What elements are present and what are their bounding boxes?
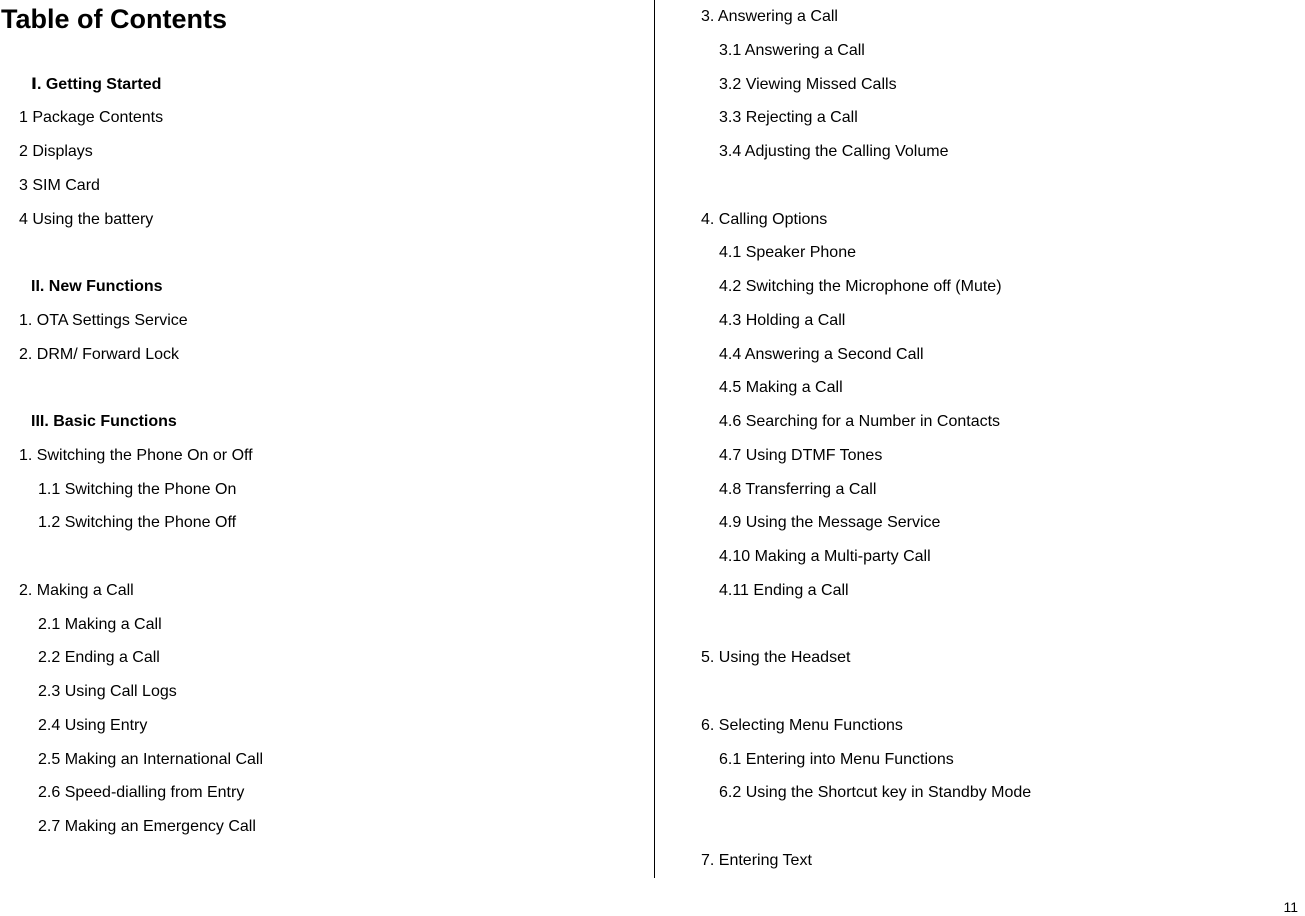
toc-entry: 4. Calling Options — [701, 210, 828, 228]
toc-entry: 2.7 Making an Emergency Call — [38, 818, 256, 835]
toc-entry: 2.3 Using Call Logs — [38, 683, 177, 700]
toc-entry: 4.8 Transferring a Call — [719, 480, 877, 498]
toc-entry: 7. Entering Text — [701, 851, 812, 869]
toc-entry: 2.5 Making an International Call — [38, 750, 264, 768]
toc-section-heading: II. New Functions — [31, 278, 163, 295]
toc-entry: 1. OTA Settings Service — [19, 311, 188, 329]
toc-entry: 2 Displays — [19, 143, 93, 160]
toc-section-heading: Ⅰ. Getting Started — [31, 75, 162, 93]
toc-entry: 2. DRM/ Forward Lock — [19, 345, 180, 363]
toc-entry: 3.2 Viewing Missed Calls — [719, 75, 897, 93]
toc-entry: 4.1 Speaker Phone — [719, 244, 856, 262]
toc-entry: 4.7 Using DTMF Tones — [719, 446, 883, 464]
toc-entry: 6. Selecting Menu Functions — [701, 716, 903, 734]
toc-entry: 2.6 Speed-dialling from Entry — [38, 784, 245, 802]
toc-entry: 1.1 Switching the Phone On — [38, 480, 237, 498]
toc-entry: 4.4 Answering a Second Call — [719, 345, 924, 363]
toc-entry: 2. Making a Call — [19, 581, 134, 599]
toc-entry: 4.2 Switching the Microphone off (Mute) — [719, 278, 1002, 295]
page-number: 11 — [1283, 899, 1298, 915]
toc-entry: 4.9 Using the Message Service — [719, 514, 941, 532]
toc-entry: 3.1 Answering a Call — [719, 41, 865, 59]
toc-section-heading: III. Basic Functions — [31, 413, 177, 430]
toc-entry: 6.2 Using the Shortcut key in Standby Mode — [719, 784, 1032, 802]
toc-entry: 3.3 Rejecting a Call — [719, 109, 858, 127]
toc-entry: 3. Answering a Call — [701, 8, 838, 25]
toc-entry: 2.4 Using Entry — [38, 716, 148, 734]
column-divider — [654, 0, 655, 878]
toc-entry: 1.2 Switching the Phone Off — [38, 514, 237, 532]
toc-entry: 3.4 Adjusting the Calling Volume — [719, 143, 949, 160]
toc-entry: 4.10 Making a Multi-party Call — [719, 548, 931, 565]
toc-entry: 6.1 Entering into Menu Functions — [719, 750, 954, 768]
toc-entry: 4.11 Ending a Call — [719, 581, 849, 599]
toc-entry: 5. Using the Headset — [701, 649, 851, 667]
toc-entry: 1. Switching the Phone On or Off — [19, 446, 253, 464]
toc-entry: 1 Package Contents — [19, 109, 164, 127]
toc-entry: 4.6 Searching for a Number in Contacts — [719, 413, 1001, 430]
toc-entry: 2.1 Making a Call — [38, 615, 162, 633]
toc-entry: 3 SIM Card — [19, 176, 100, 194]
toc-entry: 4.5 Making a Call — [719, 379, 843, 397]
toc-entry: 2.2 Ending a Call — [38, 649, 160, 667]
toc-entry: 4.3 Holding a Call — [719, 311, 846, 329]
page-title: Table of Contents — [1, 4, 227, 34]
toc-entry: 4 Using the battery — [19, 210, 154, 228]
